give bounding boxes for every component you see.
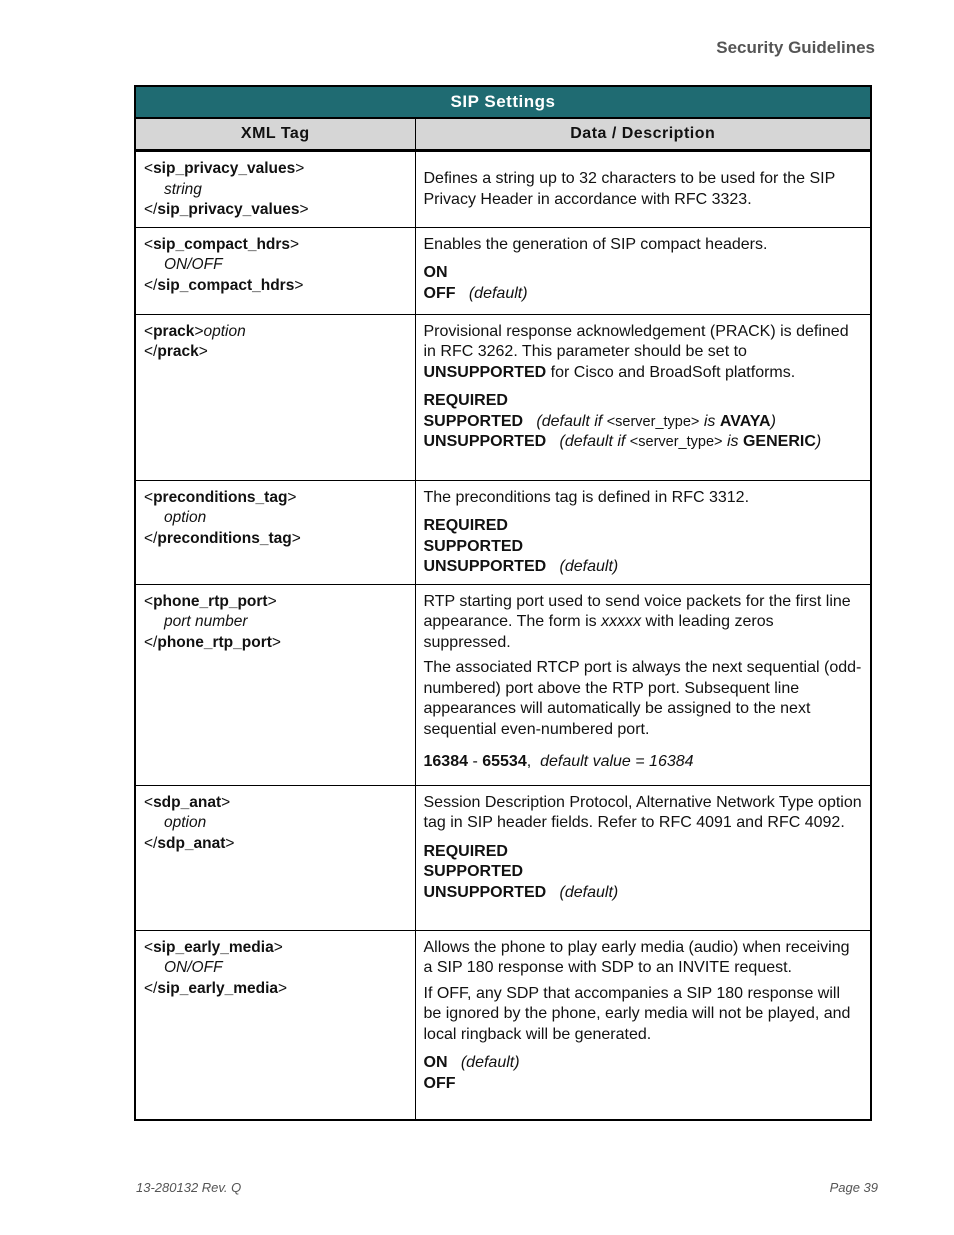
tag-open: sip_privacy_values — [153, 160, 296, 177]
option-value: OFF — [423, 1074, 456, 1092]
table-row — [135, 480, 871, 584]
description-text: Enables the generation of SIP compact headers. — [423, 235, 768, 253]
tag-value: option — [164, 509, 207, 526]
description-cell — [415, 480, 871, 584]
table-row — [135, 584, 871, 785]
table-row — [135, 314, 871, 480]
tag-close: sip_privacy_values — [157, 201, 300, 218]
description-text: Provisional response acknowledgement (PRACK) is defined in RFC 3262. This parameter should be set to UNSUPPORTED for Cisco and BroadSoft platforms. — [423, 322, 849, 381]
description-text: Defines a string up to 32 characters to be used for the SIP Privacy Header in accordance with RFC 3323. — [423, 170, 835, 208]
tag-close: sip_compact_hdrs — [157, 276, 295, 294]
table-row — [135, 151, 871, 228]
tag-close: prack — [157, 343, 199, 360]
option-note: (default) — [460, 1054, 520, 1071]
description-text: Allows the phone to play early media (audio) when receiving a SIP 180 response with SDP to an INVITE request. — [423, 938, 850, 976]
option-value: ON — [423, 1054, 448, 1071]
xml-tag-cell: <sip_compact_hdrs> ON/OFF </sip_compact_hdrs> — [135, 227, 415, 314]
option-note: (default if <server_type> is GENERIC) — [559, 433, 822, 450]
description-cell — [415, 151, 871, 228]
description-text: RTP starting port used to send voice packets for the first line appearance. The form is xxxxx with leading zeros suppressed. — [423, 592, 851, 651]
option-value: OFF — [423, 284, 456, 302]
tag-open: preconditions_tag — [153, 488, 288, 506]
table-row — [135, 785, 871, 930]
format-placeholder: xxxxx — [601, 613, 642, 630]
description-cell — [415, 785, 871, 930]
description-cell — [415, 314, 871, 480]
tag-value: option — [203, 322, 246, 340]
option-note: (default) — [559, 883, 619, 901]
tag-close: preconditions_tag — [157, 529, 292, 547]
tag-close: sdp_anat — [157, 834, 226, 852]
column-header-xml-tag: XML Tag — [135, 118, 415, 151]
tag-open: sdp_anat — [153, 793, 222, 811]
description-keyword: UNSUPPORTED — [423, 363, 547, 381]
option-value: ON — [423, 264, 448, 281]
xml-tag-cell: <sip_early_media> ON/OFF </sip_early_media> — [135, 930, 415, 1120]
option-value: SUPPORTED — [423, 863, 524, 880]
tag-value: option — [164, 814, 207, 831]
tag-close: phone_rtp_port — [157, 633, 272, 651]
description-text: Session Description Protocol, Alternative Network Type option tag in SIP header fields. Refer to RFC 4091 and RFC 4092. — [423, 793, 862, 831]
tag-value: ON/OFF — [164, 959, 223, 976]
xml-tag-cell: <preconditions_tag> option </preconditions_tag> — [135, 480, 415, 584]
page-header-title: Security Guidelines — [716, 38, 875, 57]
xml-tag-cell: <prack>option </prack> — [135, 314, 415, 480]
option-note: (default) — [468, 284, 528, 302]
tag-value: port number — [164, 613, 248, 630]
table-row — [135, 930, 871, 1120]
option-value: UNSUPPORTED — [423, 558, 547, 575]
xml-tag-cell: <phone_rtp_port> port number </phone_rtp_port> — [135, 584, 415, 785]
option-value: REQUIRED — [423, 392, 508, 409]
footer-page-number: Page 39 — [829, 1180, 878, 1195]
option-value: UNSUPPORTED — [423, 883, 547, 901]
option-value: SUPPORTED — [423, 412, 524, 430]
description-text-2: If OFF, any SDP that accompanies a SIP 180 response will be ignored by the phone, early media will not be played, and local ringback will be generated. — [423, 984, 851, 1043]
tag-value: string — [164, 180, 202, 198]
option-value: REQUIRED — [423, 842, 508, 860]
xml-tag-cell: <sip_privacy_values> string </sip_privacy_values> — [135, 151, 415, 228]
tag-open: sip_compact_hdrs — [153, 235, 291, 253]
sip-settings-table — [134, 85, 872, 1121]
table-title: SIP Settings — [135, 86, 871, 118]
table-row — [135, 227, 871, 314]
description-text: The preconditions tag is defined in RFC 3312. — [423, 488, 750, 506]
tag-close: sip_early_media — [157, 979, 278, 997]
column-header-description: Data / Description — [415, 118, 871, 151]
option-value: UNSUPPORTED — [423, 433, 547, 450]
value-range: 16384 - 65534, default value = 16384 — [423, 753, 694, 770]
option-value: SUPPORTED — [423, 537, 524, 555]
description-text-2: The associated RTCP port is always the next sequential (odd-numbered) port above the RTP port. Subsequent line appearances will automatically be assigned to the next sequential even-numbered port. — [423, 659, 862, 738]
tag-open: sip_early_media — [153, 938, 274, 956]
xml-tag-cell: <sdp_anat> option </sdp_anat> — [135, 785, 415, 930]
tag-open: phone_rtp_port — [153, 592, 268, 610]
option-note: (default) — [559, 558, 619, 575]
option-value: REQUIRED — [423, 517, 508, 534]
tag-value: ON/OFF — [164, 256, 223, 273]
option-note: (default if <server_type> is AVAYA) — [536, 412, 776, 430]
description-cell — [415, 930, 871, 1120]
description-cell — [415, 584, 871, 785]
footer-doc-id: 13-280132 Rev. Q — [136, 1180, 242, 1195]
tag-open: prack — [153, 322, 195, 340]
description-cell — [415, 227, 871, 314]
